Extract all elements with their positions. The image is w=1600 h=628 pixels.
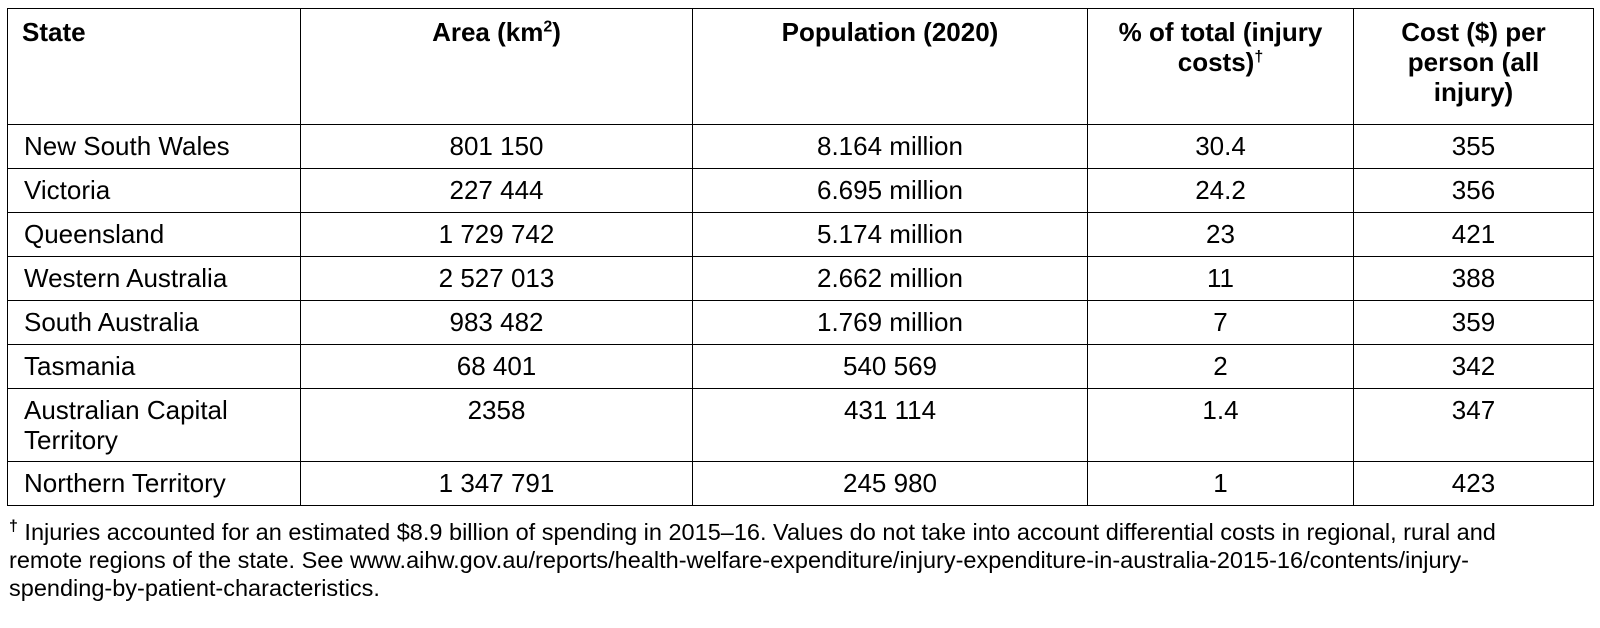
- cell-percent: 2: [1088, 345, 1354, 389]
- cell-state: Australian Capital Territory: [8, 389, 301, 462]
- cell-state: South Australia: [8, 301, 301, 345]
- table-row: [8, 389, 1594, 462]
- table-row: [8, 213, 1594, 257]
- cell-population: 5.174 million: [693, 213, 1088, 257]
- cell-area: 227 444: [301, 169, 693, 213]
- cell-cost: 359: [1354, 301, 1594, 345]
- cell-cost: 423: [1354, 462, 1594, 506]
- table-footnote: [7, 518, 1569, 602]
- header-area-prefix: Area (km: [432, 17, 544, 47]
- cell-cost: 347: [1354, 389, 1594, 462]
- header-cost: Cost ($) per person (all injury): [1354, 9, 1594, 125]
- cell-state: Northern Territory: [8, 462, 301, 506]
- header-area-superscript: 2: [543, 18, 553, 36]
- table-row: [8, 462, 1594, 506]
- cell-percent: 11: [1088, 257, 1354, 301]
- cell-area: 68 401: [301, 345, 693, 389]
- cell-state: Queensland: [8, 213, 301, 257]
- header-percent-dagger: †: [1254, 48, 1264, 66]
- header-area: [301, 9, 693, 125]
- cell-population: 8.164 million: [693, 125, 1088, 169]
- cell-state: Western Australia: [8, 257, 301, 301]
- cell-area: 2 527 013: [301, 257, 693, 301]
- cell-cost: 421: [1354, 213, 1594, 257]
- cell-percent: 24.2: [1088, 169, 1354, 213]
- cell-area: 2358: [301, 389, 693, 462]
- cell-area: 801 150: [301, 125, 693, 169]
- header-population: Population (2020): [693, 9, 1088, 125]
- cell-population: 540 569: [693, 345, 1088, 389]
- cell-population: 1.769 million: [693, 301, 1088, 345]
- table-row: [8, 301, 1594, 345]
- cell-population: 245 980: [693, 462, 1088, 506]
- cell-state: New South Wales: [8, 125, 301, 169]
- cell-area: 1 729 742: [301, 213, 693, 257]
- cell-cost: 356: [1354, 169, 1594, 213]
- cell-population: 6.695 million: [693, 169, 1088, 213]
- cell-cost: 388: [1354, 257, 1594, 301]
- header-percent-text: % of total (injury costs): [1118, 17, 1323, 77]
- table-row: [8, 169, 1594, 213]
- header-area-suffix: ): [552, 17, 561, 47]
- header-row: [8, 9, 1594, 125]
- header-state: State: [8, 9, 301, 125]
- header-percent: [1088, 9, 1354, 125]
- cell-state: Victoria: [8, 169, 301, 213]
- cell-cost: 342: [1354, 345, 1594, 389]
- table-row: [8, 125, 1594, 169]
- cell-percent: 30.4: [1088, 125, 1354, 169]
- table-row: [8, 345, 1594, 389]
- cell-population: 2.662 million: [693, 257, 1088, 301]
- footnote-dagger: †: [9, 518, 18, 536]
- cell-percent: 1: [1088, 462, 1354, 506]
- cell-state: Tasmania: [8, 345, 301, 389]
- cell-area: 1 347 791: [301, 462, 693, 506]
- cell-percent: 23: [1088, 213, 1354, 257]
- cell-area: 983 482: [301, 301, 693, 345]
- cell-cost: 355: [1354, 125, 1594, 169]
- cell-percent: 1.4: [1088, 389, 1354, 462]
- table-row: [8, 257, 1594, 301]
- document: [7, 8, 1593, 602]
- cell-population: 431 114: [693, 389, 1088, 462]
- cell-percent: 7: [1088, 301, 1354, 345]
- footnote-text: Injuries accounted for an estimated $8.9 billion of spending in 2015–16. Values do not take into account differential costs in regional, rural and remote regions of the state. See www.aihw.gov.au/reports/health-welfare-expenditure/injury-expenditure-in-australia-2015-16/contents/injury-spending-by-patient-characteristics.: [9, 519, 1496, 601]
- injury-cost-table: [7, 8, 1594, 506]
